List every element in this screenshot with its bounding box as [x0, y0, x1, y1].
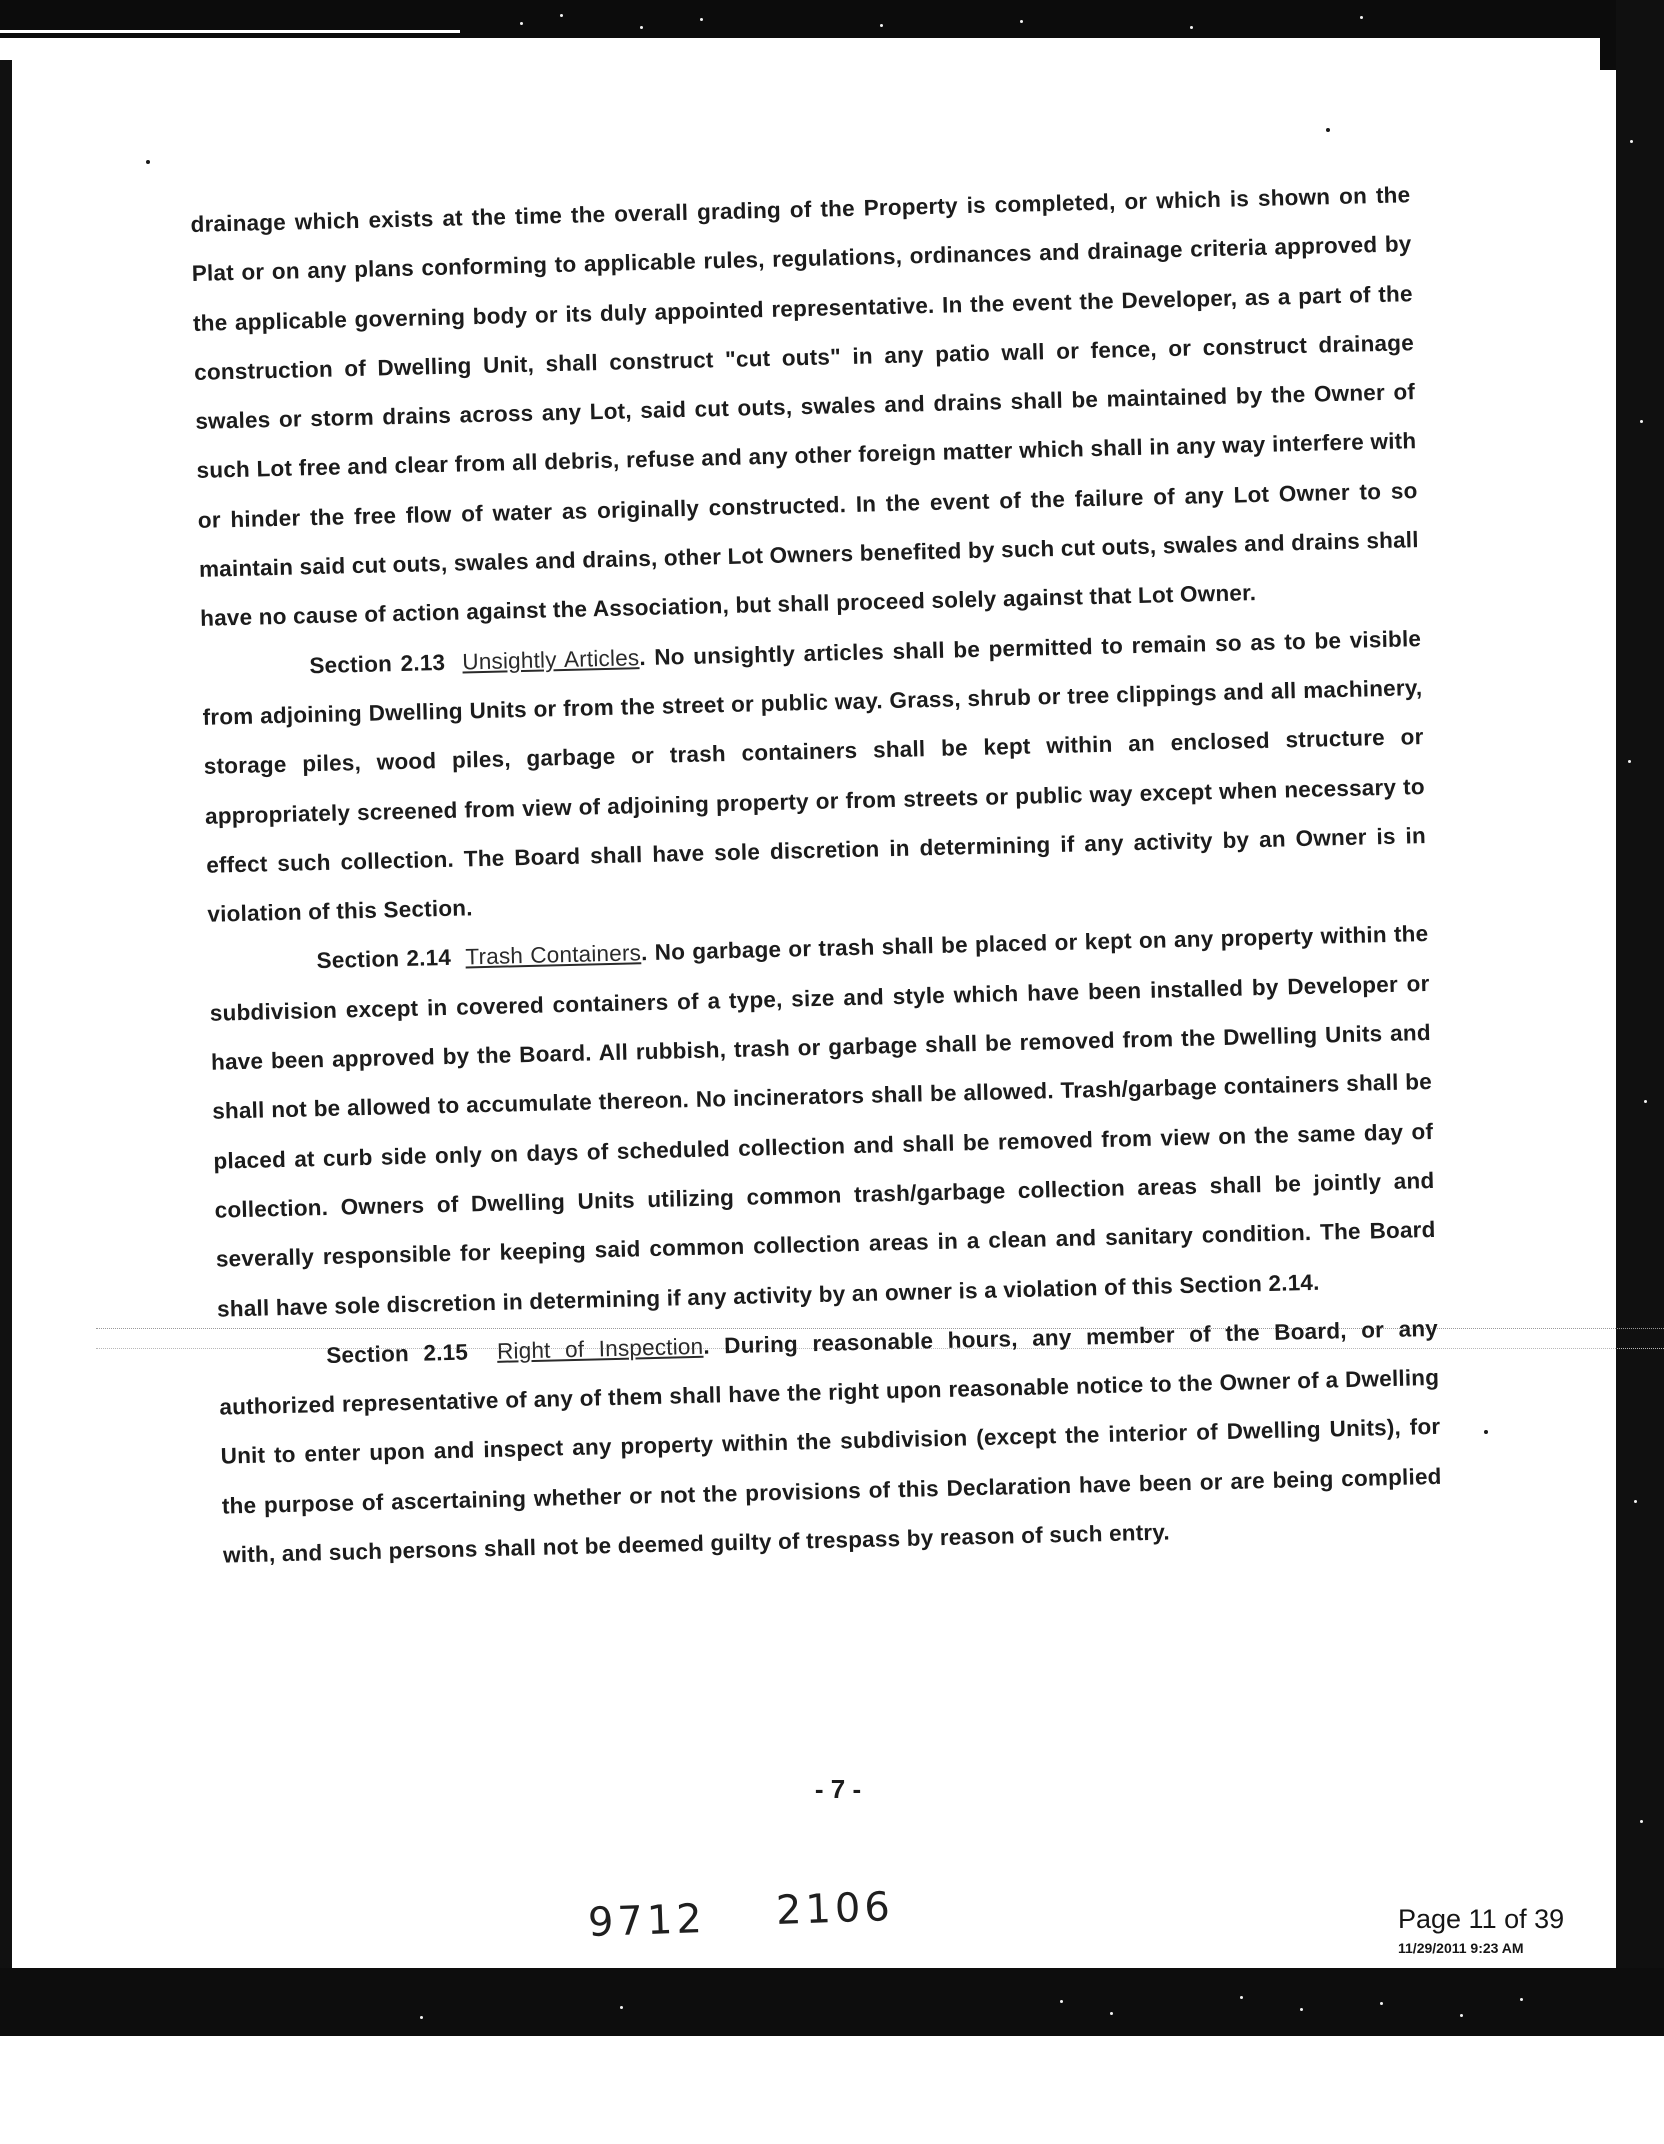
paragraph-text: . During reasonable hours, any member of the Board, or any authorized representative of any of them shall have the right upon reasonable notice to the Owner of a Dwelling Unit to enter upon and inspect any property within the subdivision (except the interior of Dwelling Units), for the purpose of ascertaining whether or not the provisions of this Declaration have been or are being complied with, and such persons shall not be deemed guilty of trespass by reason of such entry.	[219, 1315, 1442, 1568]
scan-speck	[1060, 2000, 1063, 2003]
scan-speck	[1110, 2012, 1113, 2015]
scan-speck	[1640, 1820, 1643, 1823]
section-title: Unsightly Articles	[462, 644, 640, 675]
scan-dot	[1326, 128, 1330, 132]
scan-speck	[1634, 1500, 1637, 1503]
paragraph-text: drainage which exists at the time the overall grading of the Property is completed, or which is shown on the Plat or on any plans conforming to applicable rules, regulations, ordinances and drainage criteria approved by the applicable governing body or its duly appointed representative. In the event the Developer, as a part of the construction of Dwelling Unit, shall construct "cut outs" in any patio wall or fence, or construct drainage swales or storm drains across any Lot, said cut outs, swales and drains shall be maintained by the Owner of such Lot free and clear from all debris, refuse and any other foreign matter which shall in any way interfere with or hinder the free flow of water as originally constructed. In the event of the failure of any Lot Owner to so maintain said cut outs, swales and drains, other Lot Owners benefited by such cut outs, swales and drains shall have no cause of action against the Association, but shall proceed solely against that Lot Owner.	[190, 182, 1419, 632]
scan-speck	[1520, 1998, 1523, 2001]
document-body	[190, 170, 1443, 1580]
paragraph-text: . No unsightly articles shall be permitted to remain so as to be visible from adjoining Dwelling Units or from the street or public way. Grass, shrub or tree clippings and all machinery, storage piles, wood piles, garbage or trash containers shall be kept within an enclosed structure or appropriately screened from view of adjoining property or from streets or public way except when necessary to effect such collection. The Board shall have sole discretion in determining if any activity by an Owner is in violation of this Section.	[202, 625, 1427, 927]
section-number: Section 2.15	[325, 1339, 469, 1368]
section-number: Section 2.13	[309, 649, 446, 678]
scan-speck	[1630, 140, 1633, 143]
scan-border-top-line	[0, 30, 460, 33]
scan-speck	[700, 18, 703, 21]
scan-dot	[1484, 1430, 1488, 1434]
scan-speck	[1640, 420, 1643, 423]
scan-speck	[1644, 1100, 1647, 1103]
scan-speck	[620, 2006, 623, 2009]
scan-speck	[880, 24, 883, 27]
section-title: Right of Inspection	[496, 1333, 704, 1364]
scan-speck	[1240, 1996, 1243, 1999]
scan-speck	[560, 14, 563, 17]
scan-speck	[1360, 16, 1363, 19]
paragraph-text: . No garbage or trash shall be placed or kept on any property within the subdivision except in covered containers of a type, size and style which have been installed by Developer or have been approved by the Board. All rubbish, trash or garbage shall be removed from the Dwelling Units and shall not be allowed to accumulate thereon. No incinerators shall be allowed. Trash/garbage containers shall be placed at curb side only on days of scheduled collection and shall be removed from view on the same day of collection. Owners of Dwelling Units utilizing common trash/garbage collection areas shall be jointly and severally responsible for keeping said common collection areas in a clean and sanitary condition. The Board shall have sole discretion in determining if any activity by an owner is a violation of this Section 2.14.	[209, 921, 1436, 1322]
scan-speck	[1628, 760, 1631, 763]
scan-border-left	[0, 60, 12, 2020]
paragraph-section-2-13	[201, 614, 1428, 940]
scan-margin-bottom	[0, 2036, 1664, 2144]
recording-number: 9712	[587, 1895, 707, 1947]
paragraph-drainage	[190, 170, 1420, 643]
section-number: Section 2.14	[316, 945, 452, 974]
scan-speck	[1460, 2014, 1463, 2017]
recording-page: 2106	[775, 1883, 895, 1935]
scan-speck	[420, 2016, 423, 2019]
page-number: - 7 -	[814, 1774, 862, 1804]
scan-border-top-inner	[0, 38, 1600, 78]
scan-border-bottom	[0, 1968, 1664, 2036]
print-timestamp: 11/29/2011 9:23 AM	[1398, 1940, 1524, 1956]
paragraph-section-2-15	[218, 1304, 1444, 1580]
scan-speck	[1300, 2008, 1303, 2011]
scan-speck	[1380, 2002, 1383, 2005]
paragraph-section-2-14	[208, 909, 1437, 1333]
scan-speck	[1020, 20, 1023, 23]
scan-speck	[520, 22, 523, 25]
scan-speck	[1190, 26, 1193, 29]
scan-border-right	[1616, 0, 1664, 2040]
scan-speck	[640, 26, 643, 29]
scan-dot	[146, 160, 150, 164]
section-title: Trash Containers	[465, 940, 642, 970]
page-count: Page 11 of 39	[1398, 1904, 1565, 1934]
